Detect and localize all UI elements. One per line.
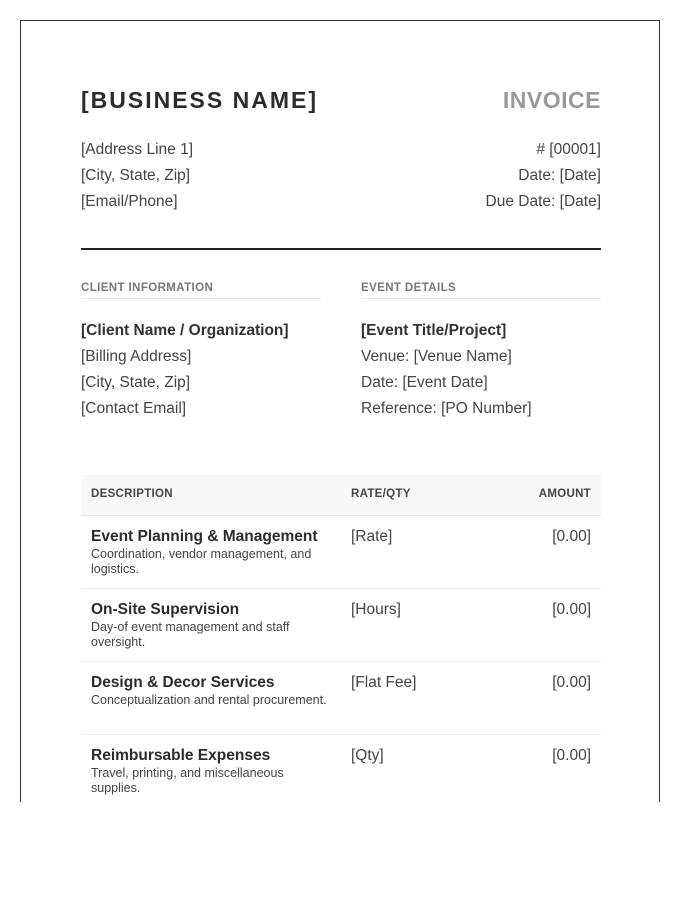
client-information-heading: CLIENT INFORMATION [81, 282, 321, 299]
address-email-phone: [Email/Phone] [81, 193, 178, 210]
header-divider [81, 248, 601, 250]
column-header-amount: AMOUNT [538, 488, 591, 500]
client-billing-address: [Billing Address] [81, 348, 192, 365]
item-amount: [0.00] [552, 528, 591, 545]
column-header-description: DESCRIPTION [91, 488, 173, 500]
item-title: Design & Decor Services [91, 674, 275, 691]
invoice-date: Date: [Date] [518, 167, 601, 184]
event-date: Date: [Event Date] [361, 374, 488, 391]
event-venue: Venue: [Venue Name] [361, 348, 512, 365]
table-row [81, 735, 601, 807]
item-description: Conceptualization and rental procurement. [91, 693, 327, 707]
item-description: Coordination, vendor management, and logistics. [91, 547, 312, 576]
client-contact-email: [Contact Email] [81, 400, 187, 417]
invoice-meta [486, 137, 601, 215]
invoice-due-date: Due Date: [Date] [485, 193, 601, 210]
invoice-page [20, 20, 660, 802]
address-line-1: [Address Line 1] [81, 141, 194, 158]
invoice-number: # [00001] [536, 141, 601, 158]
business-name: [BUSINESS NAME] [81, 87, 319, 113]
event-reference: Reference: [PO Number] [361, 400, 532, 417]
item-rate: [Hours] [351, 601, 401, 618]
table-row [81, 662, 601, 735]
event-details-heading: EVENT DETAILS [361, 282, 601, 299]
item-amount: [0.00] [552, 601, 591, 618]
table-row [81, 516, 601, 589]
item-rate: [Rate] [351, 528, 393, 545]
item-amount: [0.00] [552, 674, 591, 691]
item-title: Reimbursable Expenses [91, 747, 271, 764]
item-description: Travel, printing, and miscellaneous supplies. [91, 766, 284, 795]
item-title: Event Planning & Management [91, 528, 318, 545]
table-row [81, 589, 601, 662]
client-information [81, 282, 321, 422]
event-title: [Event Title/Project] [361, 322, 507, 339]
item-rate: [Qty] [351, 747, 384, 764]
table-header [81, 475, 601, 516]
invoice-title: INVOICE [502, 87, 601, 113]
item-title: On-Site Supervision [91, 601, 240, 618]
item-description: Day-of event management and staff oversight. [91, 620, 290, 649]
business-address [81, 137, 193, 215]
item-rate: [Flat Fee] [351, 674, 417, 691]
item-amount: [0.00] [552, 747, 591, 764]
client-city-state-zip: [City, State, Zip] [81, 374, 191, 391]
line-items-table [81, 475, 601, 807]
client-name: [Client Name / Organization] [81, 322, 289, 339]
address-city-state-zip: [City, State, Zip] [81, 167, 191, 184]
column-header-rate-qty: RATE/QTY [351, 488, 411, 500]
event-details [361, 282, 601, 422]
